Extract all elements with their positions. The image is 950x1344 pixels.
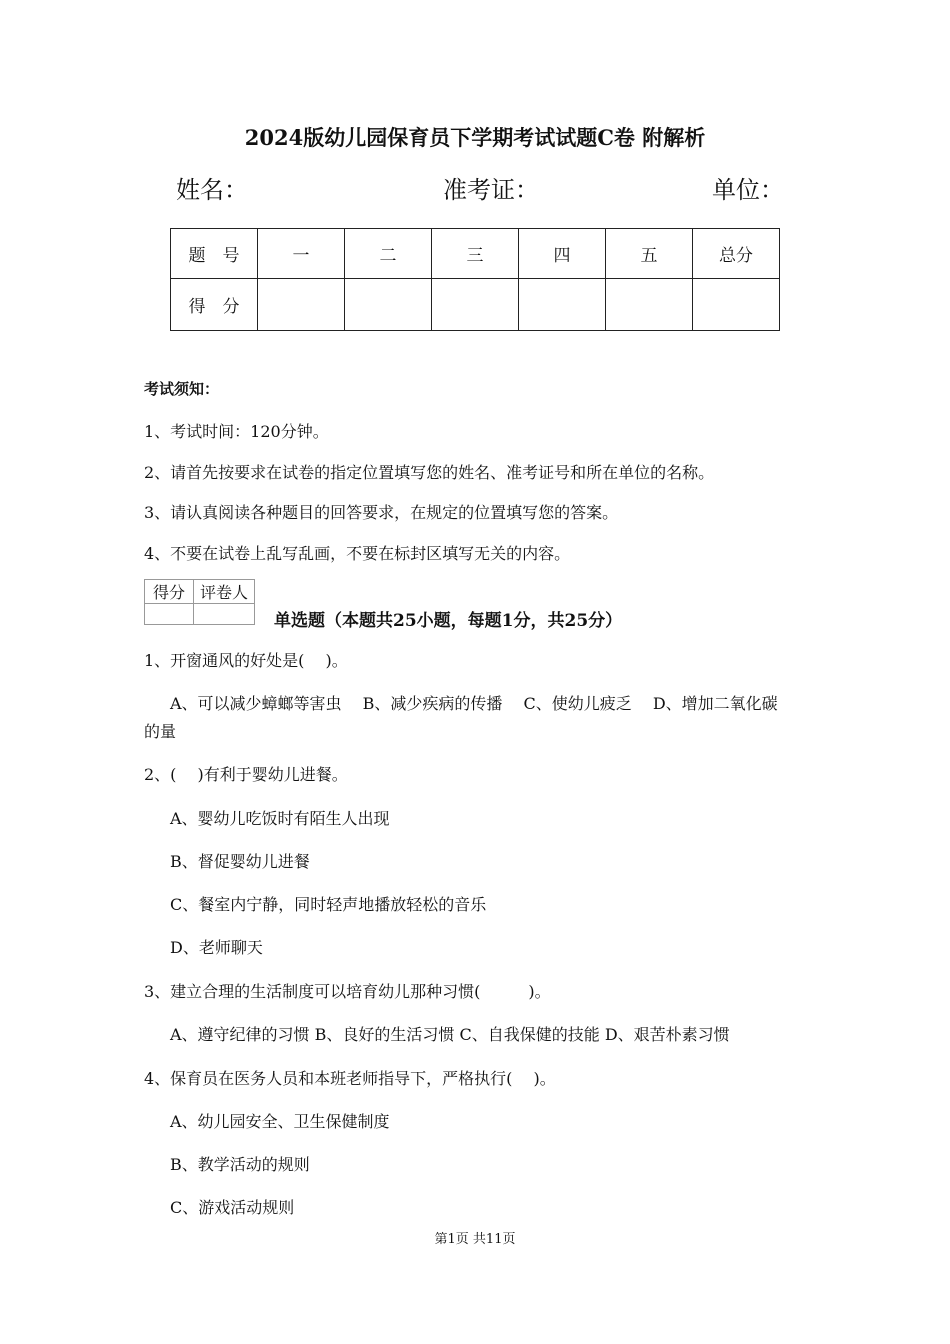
header-cell-1: 一	[258, 229, 345, 279]
page-title: 2024版幼儿园保育员下学期考试试题C卷 附解析	[244, 125, 706, 150]
question-1-options-continued: 的量	[144, 722, 177, 741]
question-2-option-d: D、老师聊天	[170, 938, 263, 957]
grader-box-blank-row	[145, 604, 255, 625]
grader-score-cell[interactable]	[145, 604, 194, 625]
question-2-option-b: B、督促婴幼儿进餐	[170, 852, 310, 871]
grader-name-cell[interactable]	[194, 604, 255, 625]
grader-box-header-row	[145, 580, 255, 604]
header-cell-3: 三	[432, 229, 519, 279]
header-cell-4: 四	[519, 229, 606, 279]
notice-heading: 考试须知：	[144, 380, 220, 398]
question-3-options: A、遵守纪律的习惯 B、良好的生活习惯 C、自我保健的技能 D、艰苦朴素习惯	[170, 1025, 730, 1044]
grader-box	[144, 579, 255, 625]
question-4-option-b: B、教学活动的规则	[170, 1155, 310, 1174]
header-cell-5: 五	[606, 229, 693, 279]
exam-id-field-label: 准考证：	[443, 176, 539, 204]
header-cell-total: 总分	[693, 229, 780, 279]
score-cell-2[interactable]	[345, 279, 432, 331]
notice-item-2: 2、请首先按要求在试卷的指定位置填写您的姓名、准考证号和所在单位的名称。	[144, 463, 715, 482]
score-table-header-row	[171, 229, 780, 279]
score-table-score-row	[171, 279, 780, 331]
header-cell-2: 二	[345, 229, 432, 279]
question-4: 4、保育员在医务人员和本班老师指导下，严格执行( )。	[144, 1069, 556, 1088]
question-4-option-a: A、幼儿园安全、卫生保健制度	[170, 1112, 390, 1131]
question-1: 1、开窗通风的好处是( )。	[144, 651, 348, 670]
score-row-label: 得 分	[171, 279, 258, 331]
section-title: 单选题（本题共25小题，每题1分，共25分）	[274, 611, 623, 631]
score-cell-4[interactable]	[519, 279, 606, 331]
score-table	[170, 228, 780, 331]
page-footer: 第1页 共11页	[434, 1232, 516, 1247]
question-4-option-c: C、游戏活动规则	[170, 1198, 295, 1217]
score-cell-5[interactable]	[606, 279, 693, 331]
question-1-options: A、可以减少蟑螂等害虫 B、减少疾病的传播 C、使幼儿疲乏 D、增加二氧化碳	[170, 694, 778, 713]
header-cell-label: 题 号	[171, 229, 258, 279]
notice-item-4: 4、不要在试卷上乱写乱画，不要在标封区填写无关的内容。	[144, 544, 571, 563]
notice-item-3: 3、请认真阅读各种题目的回答要求，在规定的位置填写您的答案。	[144, 503, 619, 522]
grader-score-label: 得分	[145, 580, 194, 604]
question-3: 3、建立合理的生活制度可以培育幼儿那种习惯( )。	[144, 982, 551, 1001]
name-field-label: 姓名：	[176, 176, 248, 204]
question-2-option-c: C、餐室内宁静，同时轻声地播放轻松的音乐	[170, 895, 487, 914]
grader-name-label: 评卷人	[194, 580, 255, 604]
score-cell-3[interactable]	[432, 279, 519, 331]
unit-field-label: 单位：	[712, 176, 784, 204]
score-cell-total[interactable]	[693, 279, 780, 331]
question-2-option-a: A、婴幼儿吃饭时有陌生人出现	[170, 809, 390, 828]
notice-item-1: 1、考试时间：120分钟。	[144, 422, 329, 441]
score-cell-1[interactable]	[258, 279, 345, 331]
question-2: 2、( )有利于婴幼儿进餐。	[144, 765, 348, 784]
